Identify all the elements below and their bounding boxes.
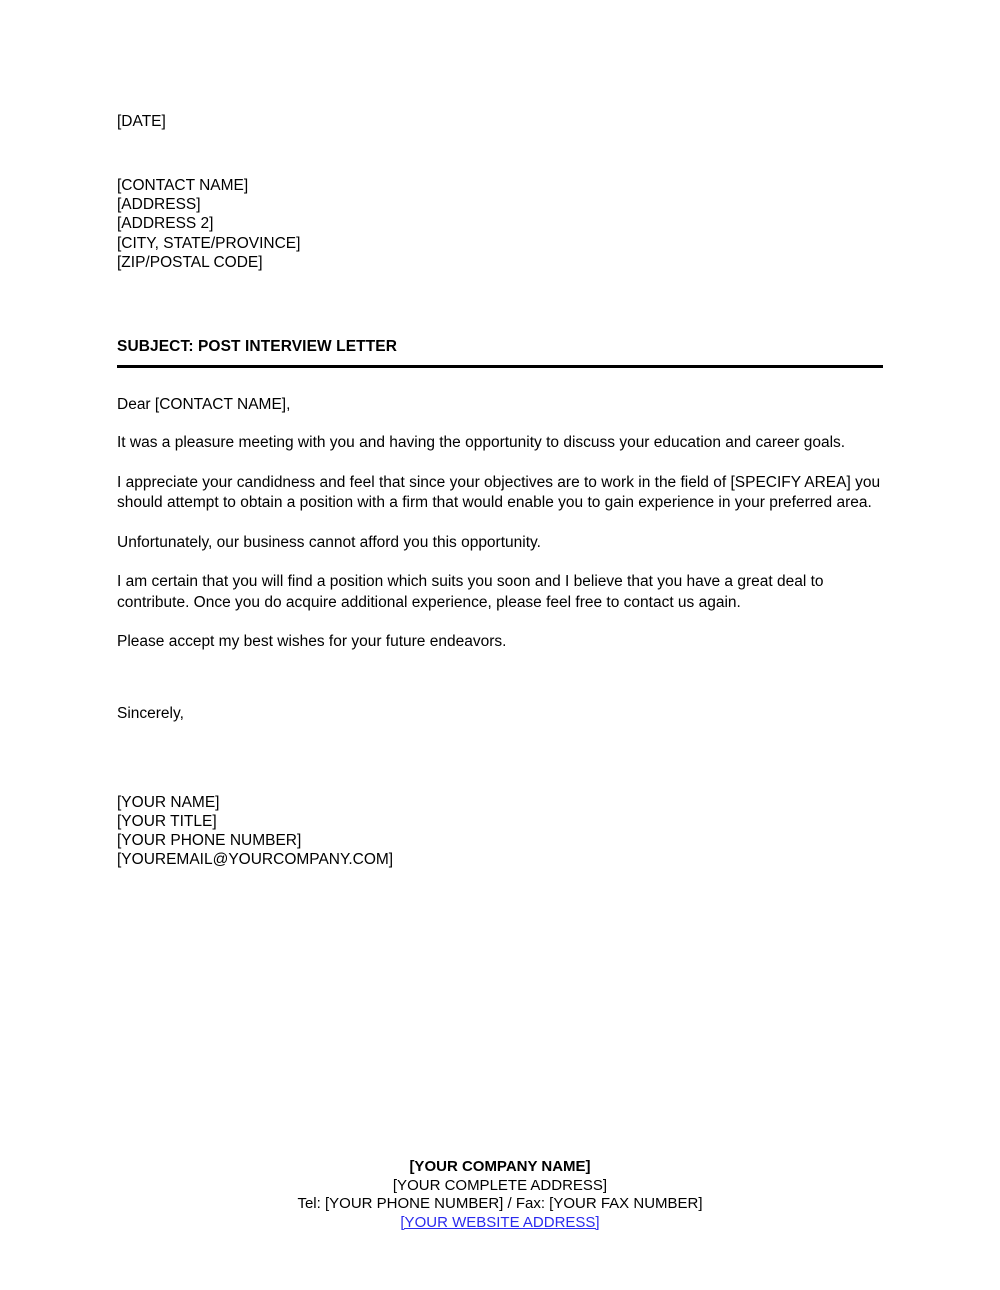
recipient-address-block bbox=[117, 176, 883, 272]
signature-line: [YOUR PHONE NUMBER] bbox=[117, 831, 302, 849]
recipient-line: [CITY, STATE/PROVINCE] bbox=[117, 234, 301, 252]
footer-contact: Tel: [YOUR PHONE NUMBER] / Fax: [YOUR FAX NUMBER] bbox=[297, 1195, 703, 1212]
recipient-line: [ADDRESS] bbox=[117, 196, 201, 214]
subject-heading: SUBJECT: POST INTERVIEW LETTER bbox=[117, 338, 398, 356]
letter-body bbox=[117, 112, 883, 869]
body-paragraph: I am certain that you will find a position which suits you soon and I believe that you have a great deal to contribute. Once you do acquire additional experience, please feel free to contact us again. bbox=[117, 573, 824, 611]
recipient-line: [ZIP/POSTAL CODE] bbox=[117, 253, 263, 271]
page-footer bbox=[0, 1158, 1000, 1232]
date-line: [DATE] bbox=[117, 113, 166, 130]
salutation: Dear [CONTACT NAME], bbox=[117, 396, 291, 414]
signature-line: [YOUR NAME] bbox=[117, 793, 220, 811]
body-paragraph: Unfortunately, our business cannot afford you this opportunity. bbox=[117, 533, 541, 551]
closing: Sincerely, bbox=[117, 704, 184, 722]
footer-website-link[interactable]: [YOUR WEBSITE ADDRESS] bbox=[400, 1213, 600, 1231]
recipient-line: [CONTACT NAME] bbox=[117, 177, 249, 194]
horizontal-rule bbox=[117, 365, 883, 368]
body-paragraph: Please accept my best wishes for your future endeavors. bbox=[117, 633, 507, 651]
body-paragraph: It was a pleasure meeting with you and having the opportunity to discuss your education and career goals. bbox=[117, 434, 846, 452]
signature-line: [YOUR TITLE] bbox=[117, 812, 217, 830]
signature-line: [YOUREMAIL@YOURCOMPANY.COM] bbox=[117, 851, 394, 869]
recipient-line: [ADDRESS 2] bbox=[117, 215, 214, 233]
body-paragraph: I appreciate your candidness and feel that since your objectives are to work in the field of [SPECIFY AREA] you should attempt to obtain a position with a firm that would enable you to gain experience in your preferred area. bbox=[117, 473, 881, 512]
footer-company-name: [YOUR COMPANY NAME] bbox=[409, 1158, 591, 1175]
signature-block bbox=[117, 793, 883, 870]
footer-address: [YOUR COMPLETE ADDRESS] bbox=[392, 1176, 608, 1194]
